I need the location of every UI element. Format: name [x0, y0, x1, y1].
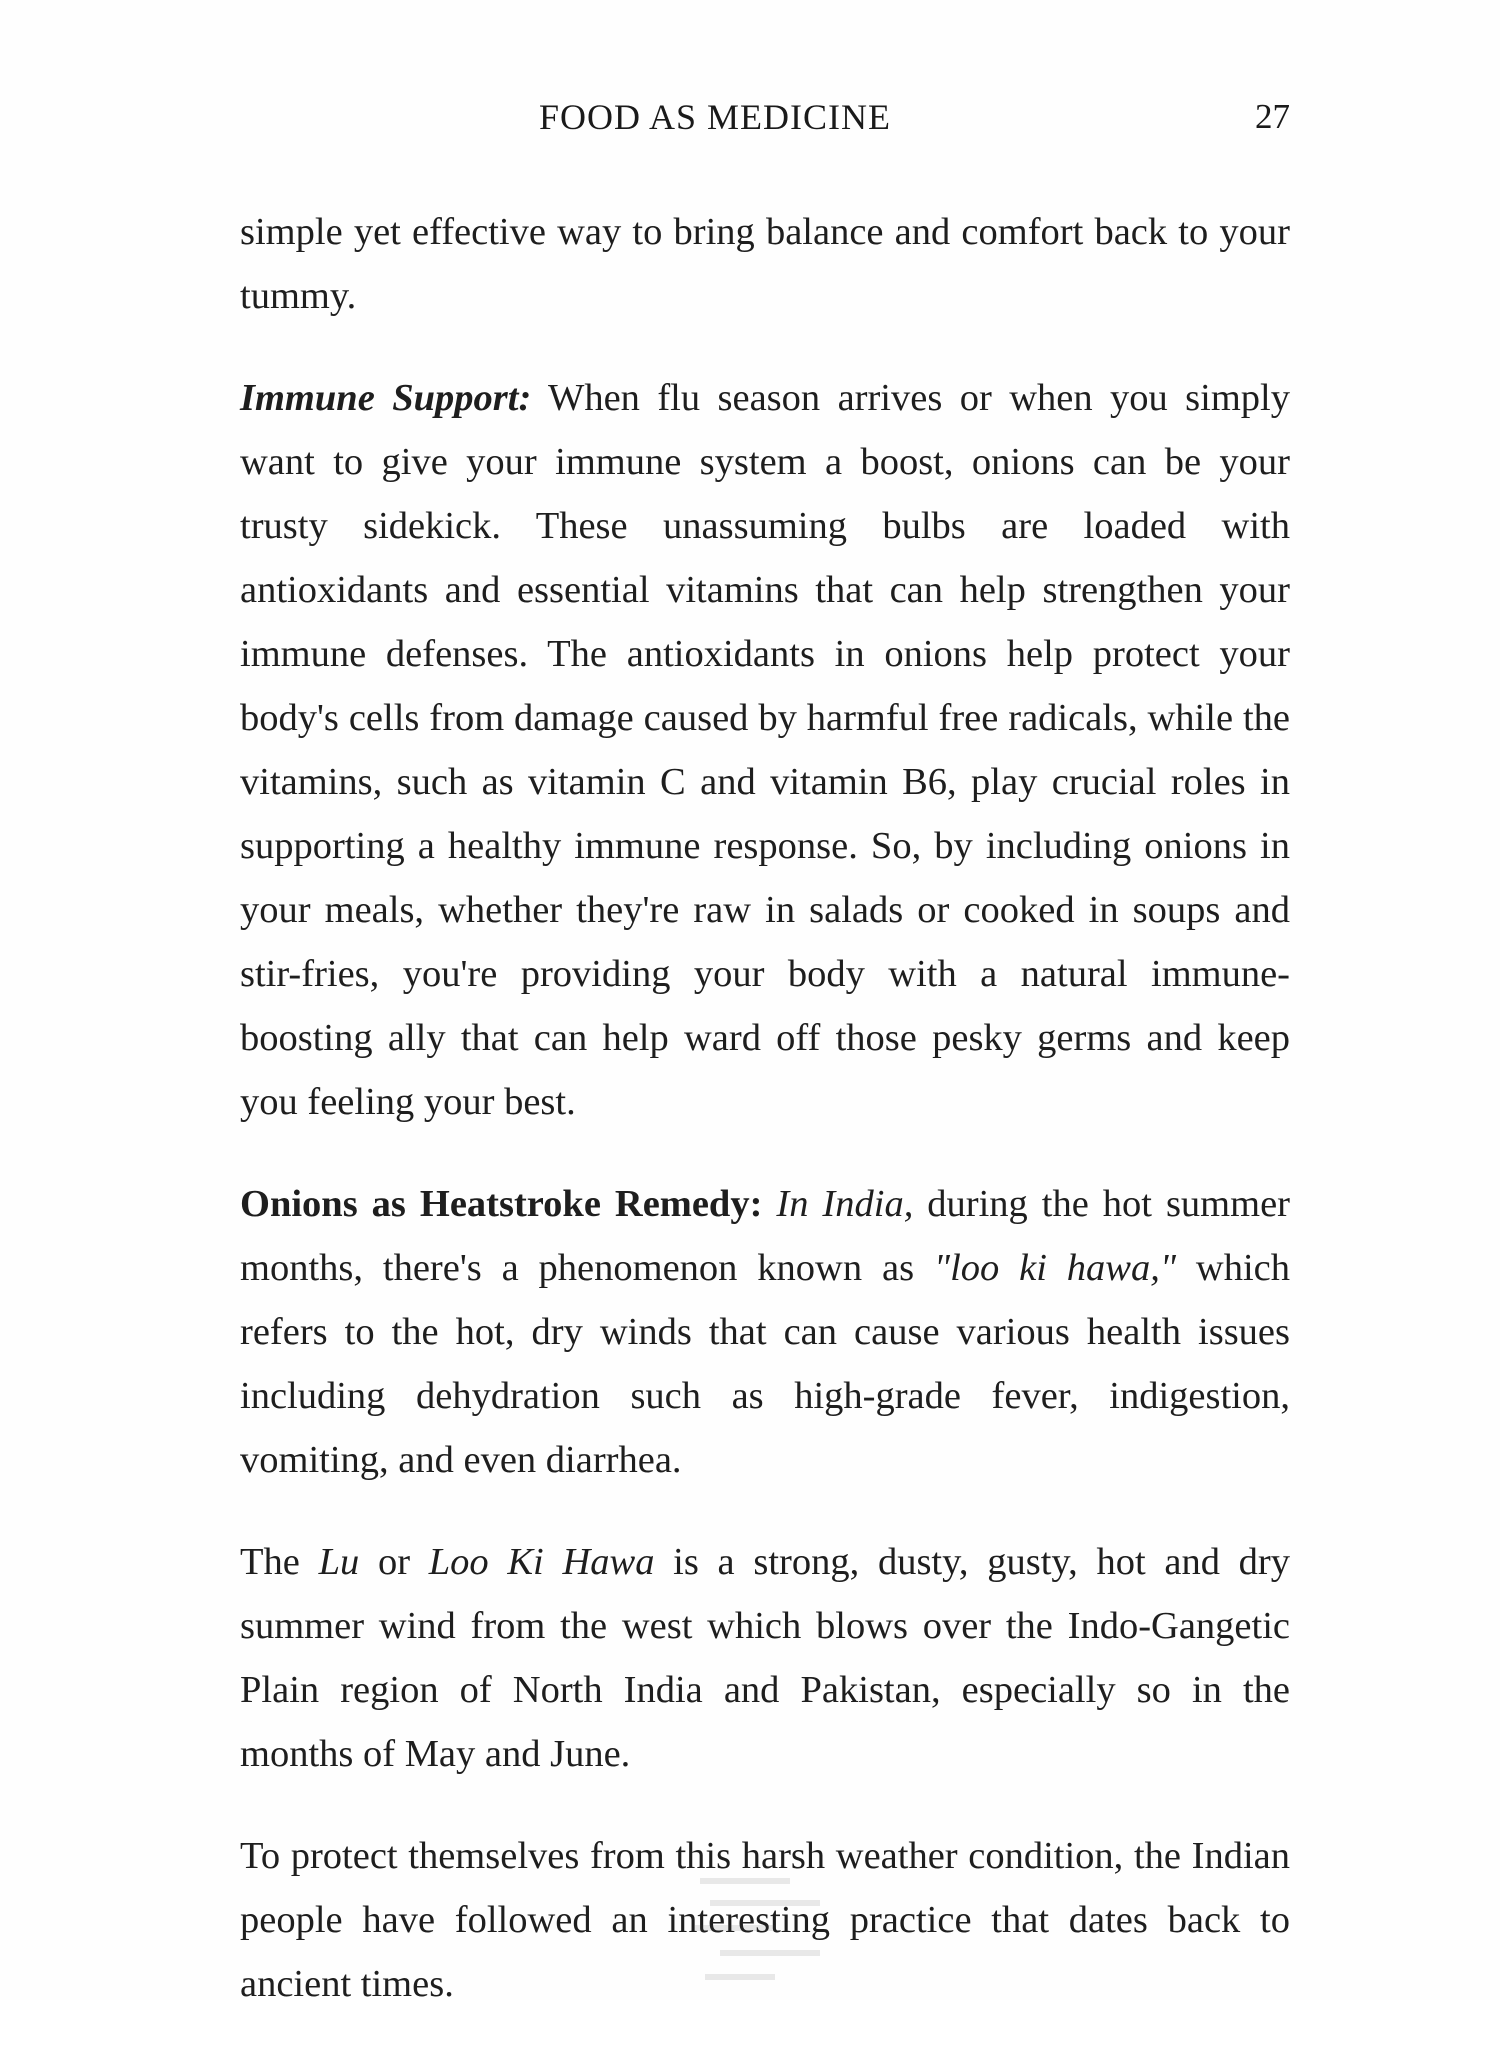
paragraph-loo-description: [240, 1530, 1290, 1786]
page-number: 27: [1255, 97, 1290, 136]
paragraph-text: during the hot summer months, there's a phenomenon known as: [240, 1183, 1290, 1289]
paragraph-heading: Immune Support:: [240, 377, 532, 419]
paragraph-heading: Onions as Heatstroke Remedy:: [240, 1183, 763, 1225]
paragraph-continuation: [240, 200, 1290, 328]
paragraph-text: To protect themselves from this harsh weather condition, the Indian people have followed an interesting practice that dates back to ancient times.: [240, 1835, 1290, 2005]
paragraph-text: simple yet effective way to bring balance and comfort back to your tummy.: [240, 211, 1290, 317]
body-text: [240, 200, 1290, 2054]
paragraph-text: is a strong, dusty, gusty, hot and dry summer wind from the west which blows over the Indo-Gangetic Plain region of North India and Pakistan, especially so in the months of May and June.: [240, 1541, 1291, 1775]
italic-text: Loo Ki Hawa: [428, 1541, 655, 1583]
paragraph-heatstroke-remedy: [240, 1172, 1290, 1492]
paragraph-text: or: [359, 1541, 429, 1583]
paragraph-text: When flu season arrives or when you simply want to give your immune system a boost, onions can be your trusty sidekick. These unassuming bulbs are loaded with antioxidants and essential vitamins that can help strengthen your immune defenses. The antioxidants in onions help protect your body's cells from damage caused by harmful free radicals, while the vitamins, such as vitamin C and vitamin B6, play crucial roles in supporting a healthy immune response. So, by including onions in your meals, whether they're raw in salads or cooked in soups and stir-fries, you're providing your body with a natural immune-boosting ally that can help ward off those pesky germs and keep you feeling your best.: [240, 377, 1290, 1123]
italic-text: "loo ki hawa,": [933, 1247, 1177, 1289]
show-through-marks: [690, 1870, 830, 1990]
italic-text: In India,: [776, 1183, 914, 1225]
paragraph-text: The: [240, 1541, 319, 1583]
running-header: [240, 92, 1290, 142]
italic-text: Lu: [318, 1541, 360, 1583]
paragraph-text: which refers to the hot, dry winds that can cause various health issues including dehydration such as high-grade fever, indigestion, vomiting, and even diarrhea.: [240, 1247, 1290, 1481]
paragraph-immune-support: [240, 366, 1290, 1134]
running-title: FOOD AS MEDICINE: [538, 97, 892, 137]
